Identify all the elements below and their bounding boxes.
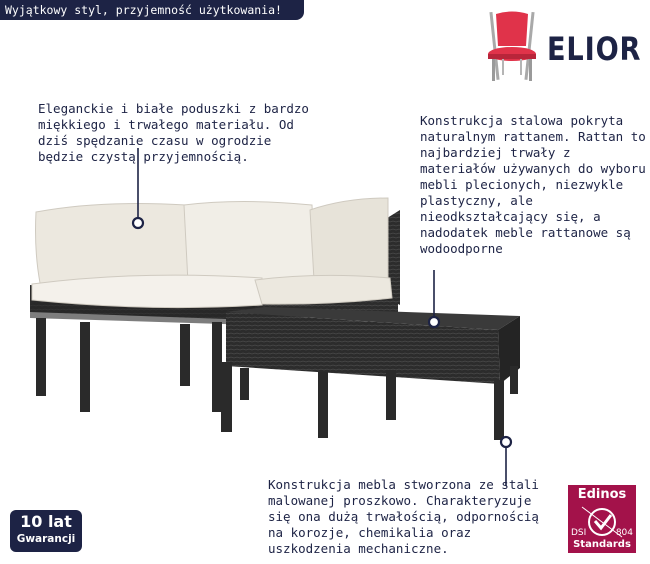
note-frame: Konstrukcja mebla stworzona ze stali malowanej proszkowo. Charakteryzuje się ona dużą trwałością, odpornością na korozje, chemikalia oraz uszkodzenia mechaniczne. [268, 477, 539, 556]
certificate-standards: Standards [573, 539, 631, 550]
callout-dot-frame [501, 437, 511, 447]
note-cushions: Eleganckie i białe poduszki z bardzo miękkiego i trwałego materiału. Od dziś spędzanie czasu w ogrodzie będzie czystą przyjemnością. [38, 101, 309, 164]
certificate-code-left: DSI [571, 528, 587, 538]
warranty-label: Gwarancji [16, 533, 76, 545]
table-leg [386, 370, 396, 420]
sofa-leg [80, 322, 90, 412]
callout-dot-rattan [429, 317, 439, 327]
warranty-years: 10 lat [20, 512, 72, 531]
seat-cushion-left [32, 275, 262, 307]
back-cushion-middle [184, 202, 315, 284]
callout-dot-cushions [133, 218, 143, 228]
banner-text: Wyjątkowy styl, przyjemność użytkowania! [5, 3, 282, 17]
warranty-badge [10, 510, 82, 552]
table-leg [494, 380, 504, 440]
table-leg [221, 362, 232, 432]
certificate-name: Edinos [577, 487, 627, 502]
table-leg [240, 368, 249, 400]
back-cushion-left [36, 204, 189, 283]
brand-name: ELIOR [547, 30, 642, 68]
table-leg [510, 366, 518, 394]
sofa-leg [212, 322, 222, 412]
sofa-leg [36, 318, 46, 396]
certificate-code-right: 804 [615, 528, 633, 538]
note-rattan: Konstrukcja stalowa pokryta naturalnym rattanem. Rattan to najbardziej trwały z materiałów używanych do wyboru mebli plecionych, niezwykle plastyczny, ale nieodkształcający się, a nadodatek meble rattanowe są wodoodporne [420, 113, 646, 256]
sofa-leg [180, 324, 190, 386]
seat-cushion-right [255, 275, 392, 304]
table-leg [318, 372, 328, 438]
back-cushion-right [310, 198, 388, 282]
certificate-badge [568, 485, 636, 553]
